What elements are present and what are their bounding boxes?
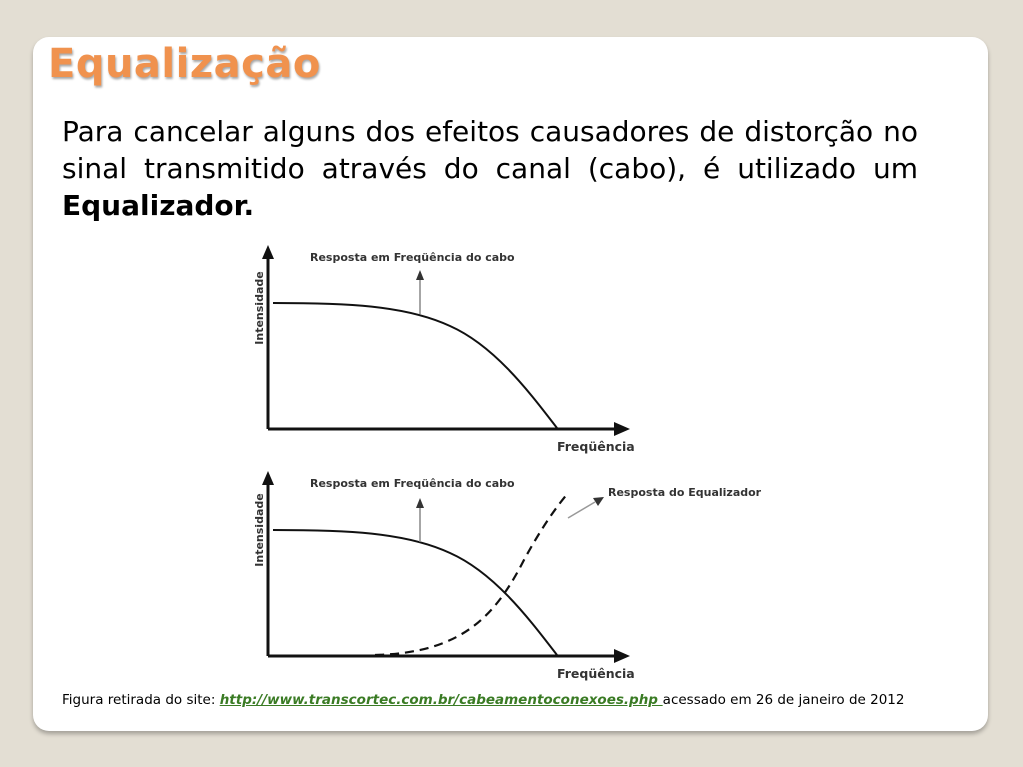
caption-suffix: acessado em 26 de janeiro de 2012 <box>662 692 905 708</box>
bottom-chart <box>253 471 762 681</box>
top-chart <box>253 245 635 454</box>
bottom-x-arrow <box>614 649 630 663</box>
top-y-label: Intensidade <box>253 271 266 345</box>
slide-title: Equalização <box>48 41 321 87</box>
source-link[interactable]: http://www.transcortec.com.br/cabeamentoconexoes.php <box>219 692 663 708</box>
bottom-cable-annotation: Resposta em Freqüência do cabo <box>310 477 515 490</box>
bottom-y-label: Intensidade <box>253 493 266 567</box>
top-x-label: Freqüência <box>557 439 635 454</box>
top-cable-response-curve <box>273 303 557 428</box>
bottom-cable-annotation-arrowhead <box>416 498 424 508</box>
body-text: Para cancelar alguns dos efeitos causadores de distorção no sinal transmitido através do canal (cabo), é utilizado um <box>62 115 918 185</box>
equalizer-annotation: Resposta do Equalizador <box>608 486 762 499</box>
top-x-arrow <box>614 422 630 436</box>
equalization-diagram <box>235 228 795 688</box>
top-y-arrow <box>262 245 274 259</box>
figure-caption <box>62 692 912 708</box>
body-emphasis: Equalizador. <box>62 189 255 222</box>
top-cable-annotation-arrowhead <box>416 270 424 280</box>
equalizer-annotation-arrow <box>568 502 595 518</box>
caption-prefix: Figura retirada do site: <box>62 692 220 708</box>
bottom-cable-response-curve <box>273 530 557 655</box>
body-paragraph <box>62 113 918 224</box>
bottom-y-arrow <box>262 471 274 485</box>
top-cable-annotation: Resposta em Freqüência do cabo <box>310 251 515 264</box>
bottom-x-label: Freqüência <box>557 666 635 681</box>
